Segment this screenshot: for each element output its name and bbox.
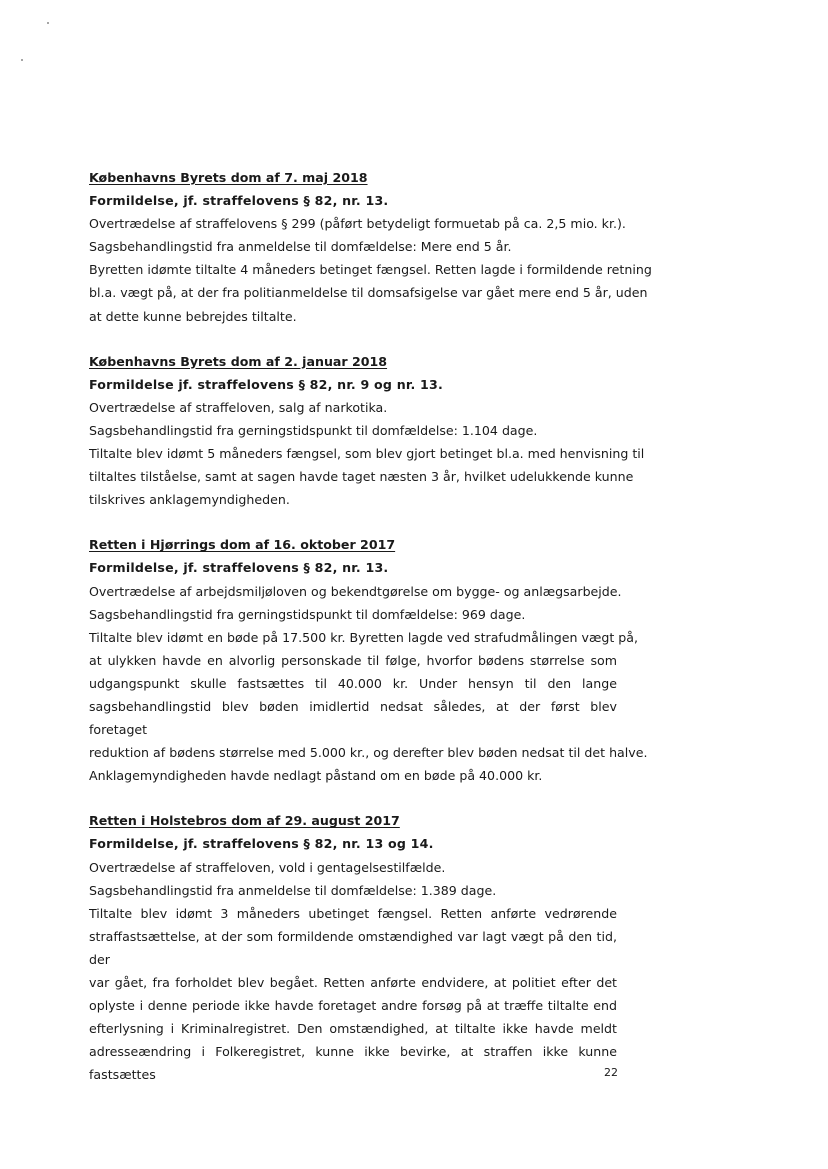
paragraph-line: var gået, fra forholdet blev begået. Retten anførte endvidere, at politiet efter det bbox=[89, 975, 617, 990]
ruling-subheading: Formildelse, jf. straffelovens § 82, nr. 13. bbox=[89, 193, 389, 209]
ruling-heading: Københavns Byrets dom af 7. maj 2018 bbox=[89, 170, 368, 185]
ruling-section bbox=[89, 166, 652, 328]
paragraph-line: Sagsbehandlingstid fra gerningstidspunkt til domfældelse: 1.104 dage. bbox=[89, 422, 538, 438]
paragraph-line: tiltaltes tilståelse, samt at sagen havde taget næsten 3 år, hvilket udelukkende kunne bbox=[89, 469, 634, 485]
paragraph-line: tilskrives anklagemyndigheden. bbox=[89, 492, 290, 508]
paragraph-line: at dette kunne bebrejdes tiltalte. bbox=[89, 308, 297, 324]
ruling-heading: Københavns Byrets dom af 2. januar 2018 bbox=[89, 353, 388, 369]
paragraph-line: at ulykken havde en alvorlig personskade til følge, hvorfor bødens størrelse som bbox=[89, 652, 617, 668]
paragraph-line: bl.a. vægt på, at der fra politianmeldelse til domsafsigelse var gået mere end 5 år, uden bbox=[89, 285, 648, 301]
paragraph-line: Overtrædelse af straffelovens § 299 (påført betydeligt formuetab på ca. 2,5 mio. kr.). bbox=[89, 216, 626, 232]
paragraph-line: Tiltalte blev idømt 3 måneders ubetinget fængsel. Retten anførte vedrørende bbox=[89, 905, 617, 921]
paragraph-line: Overtrædelse af arbejdsmiljøloven og bekendtgørelse om bygge- og anlægsarbejde. bbox=[89, 583, 622, 599]
paragraph-line: straffastsættelse, at der som formildende omstændighed var lagt vægt på den tid, der bbox=[89, 928, 617, 967]
ruling-section bbox=[89, 533, 648, 787]
paragraph-line: udgangspunkt skulle fastsættes til 40.000 kr. Under hensyn til den lange bbox=[89, 675, 617, 691]
page-number: 22 bbox=[604, 1066, 618, 1079]
ruling-section bbox=[89, 809, 617, 1086]
ruling-heading: Retten i Hjørrings dom af 16. oktober 2017 bbox=[89, 537, 396, 553]
paragraph-line: Overtrædelse af straffeloven, vold i gentagelsestilfælde. bbox=[89, 859, 446, 875]
paragraph-line: Overtrædelse af straffeloven, salg af narkotika. bbox=[89, 399, 388, 415]
scan-speck bbox=[47, 22, 49, 24]
paragraph-line: adresseændring i Folkeregistret, kunne ikke bevirke, at straffen ikke kunne fastsættes bbox=[89, 1044, 617, 1083]
paragraph-line: Sagsbehandlingstid fra anmeldelse til domfældelse: 1.389 dage. bbox=[89, 882, 497, 898]
ruling-subheading: Formildelse, jf. straffelovens § 82, nr. 13. bbox=[89, 560, 389, 576]
paragraph-line: sagsbehandlingstid blev bøden imidlertid nedsat således, at der først blev foretaget bbox=[89, 698, 617, 738]
scan-speck bbox=[21, 59, 23, 61]
paragraph-line: Byretten idømte tiltalte 4 måneders betinget fængsel. Retten lagde i formildende retning bbox=[89, 262, 652, 278]
paragraph-line: oplyste i denne periode ikke havde foretaget andre forsøg på at træffe tiltalte end bbox=[89, 998, 617, 1014]
document-body bbox=[89, 166, 652, 1086]
paragraph-line: Anklagemyndigheden havde nedlagt påstand om en bøde på 40.000 kr. bbox=[89, 768, 543, 784]
paragraph-line: efterlysning i Kriminalregistret. Den omstændighed, at tiltalte ikke havde meldt bbox=[89, 1021, 617, 1037]
paragraph-line: Tiltalte blev idømt en bøde på 17.500 kr. Byretten lagde ved strafudmålingen vægt på, bbox=[89, 629, 639, 645]
ruling-section bbox=[89, 350, 645, 512]
paragraph-line: Sagsbehandlingstid fra gerningstidspunkt til domfældelse: 969 dage. bbox=[89, 606, 526, 622]
ruling-subheading: Formildelse jf. straffelovens § 82, nr. 9 og nr. 13. bbox=[89, 376, 443, 392]
paragraph-line: reduktion af bødens størrelse med 5.000 kr., og derefter blev bøden nedsat til det halve. bbox=[89, 745, 648, 761]
paragraph-line: Sagsbehandlingstid fra anmeldelse til domfældelse: Mere end 5 år. bbox=[89, 239, 512, 255]
ruling-subheading: Formildelse, jf. straffelovens § 82, nr. 13 og 14. bbox=[89, 836, 434, 852]
ruling-heading: Retten i Holstebros dom af 29. august 2017 bbox=[89, 813, 400, 829]
paragraph-line: Tiltalte blev idømt 5 måneders fængsel, som blev gjort betinget bl.a. med henvisning til bbox=[89, 446, 645, 462]
